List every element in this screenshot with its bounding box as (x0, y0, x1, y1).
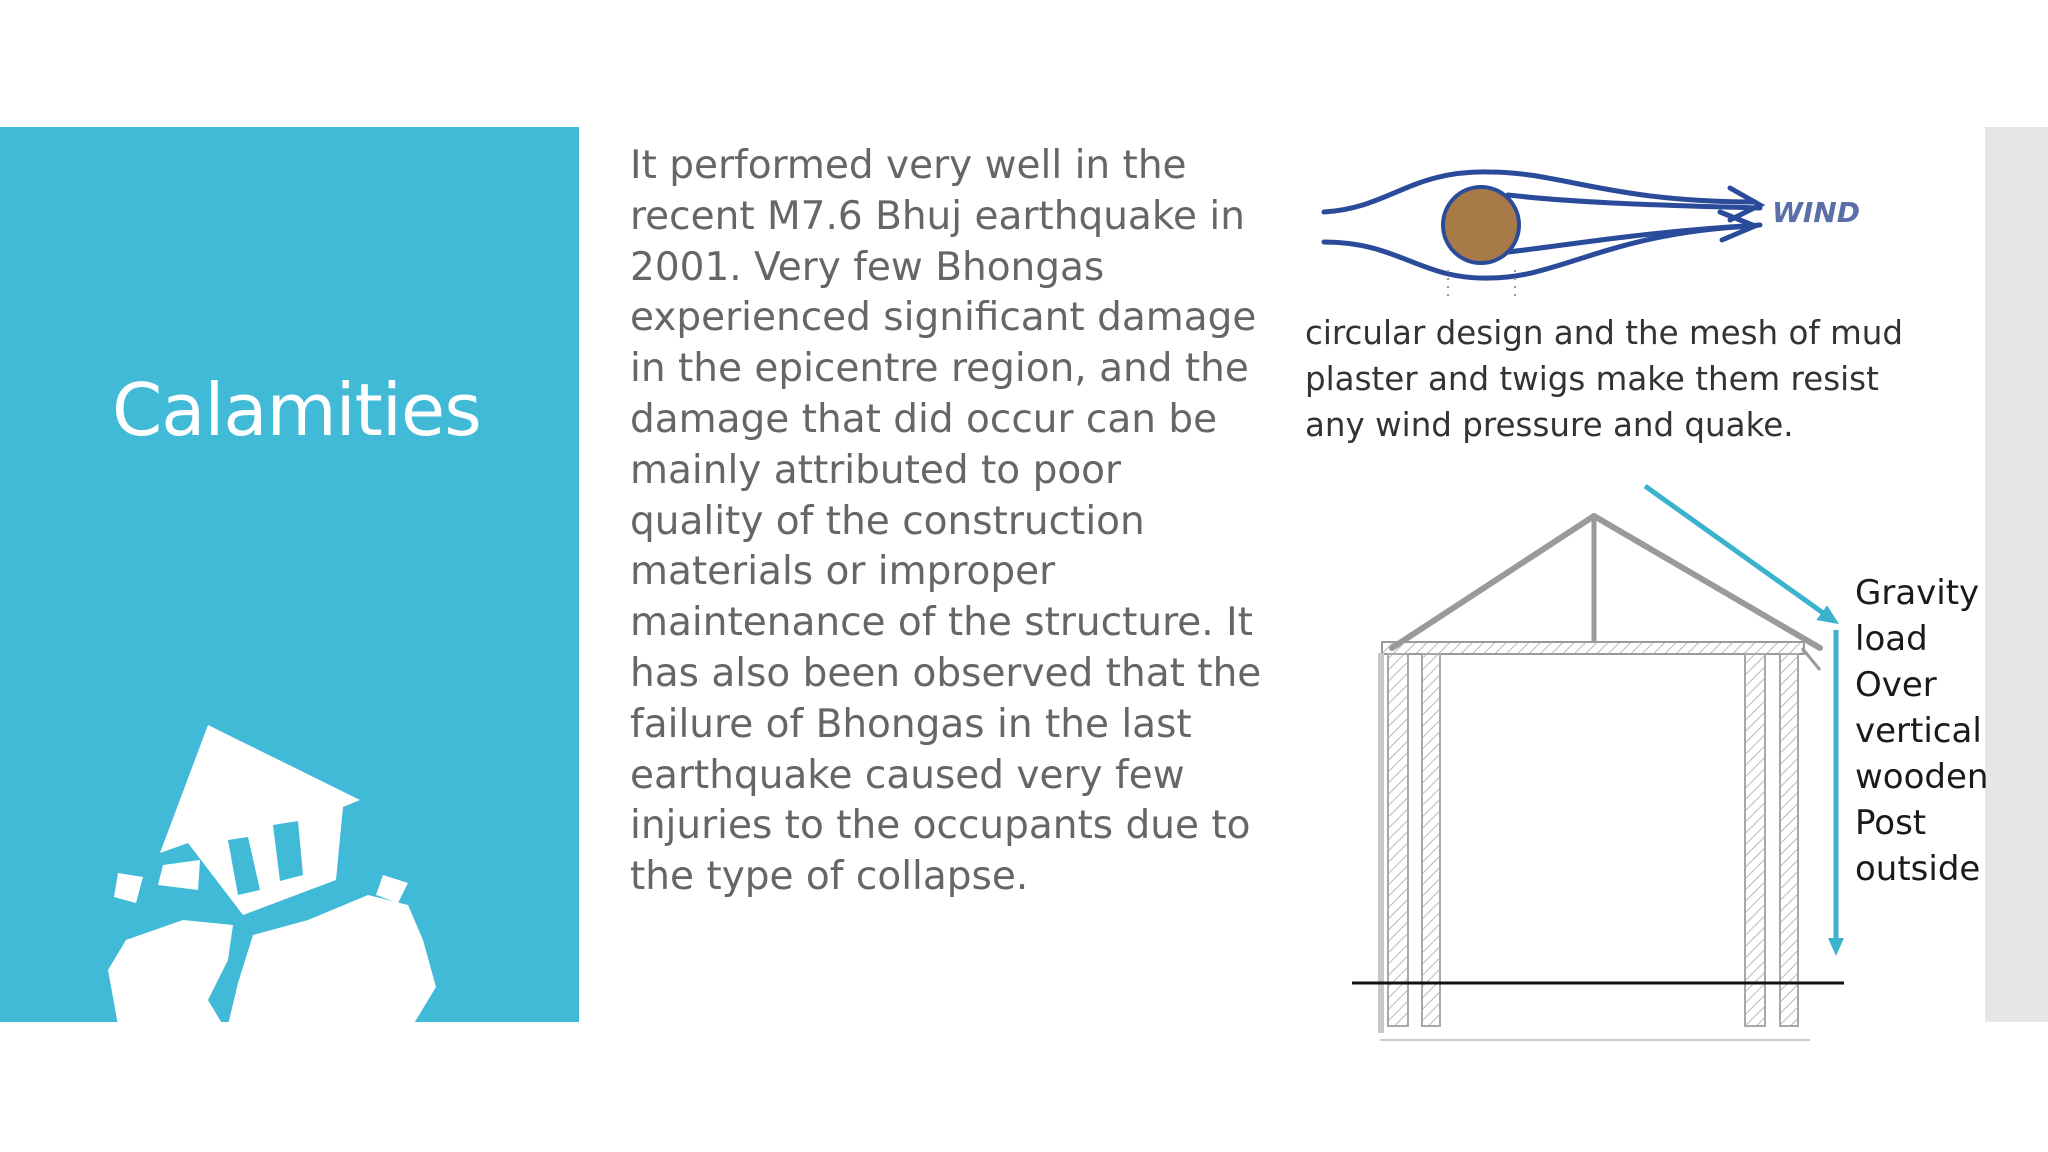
body-line: damage that did occur can be (630, 396, 1218, 442)
gravity-line: load (1855, 619, 1928, 659)
body-line: the type of collapse. (630, 854, 1029, 900)
gravity-line: Post (1855, 803, 1927, 843)
house-section-diagram (1340, 480, 1860, 1060)
body-line: It performed very well in the (630, 143, 1187, 188)
body-line: recent M7.6 Bhuj earthquake in (630, 193, 1245, 239)
body-line: injuries to the occupants due to (630, 803, 1251, 849)
gravity-line: vertical (1855, 711, 1982, 751)
gravity-line: wooden (1855, 757, 1989, 797)
body-line: experienced significant damage (630, 295, 1257, 341)
caption-line: circular design and the mesh of mud (1305, 314, 1903, 352)
slide-title: Calamities (112, 368, 481, 452)
body-line: failure of Bhongas in the last (630, 701, 1192, 747)
body-line: has also been observed that the (630, 650, 1262, 696)
gravity-line: Gravity (1855, 573, 1980, 613)
body-line: in the epicentre region, and the (630, 346, 1249, 392)
body-paragraph (630, 141, 1262, 903)
gravity-load-label (1855, 570, 1988, 892)
body-line: mainly attributed to poor (630, 447, 1122, 493)
body-line: materials or improper (630, 549, 1056, 595)
body-line: earthquake caused very few (630, 752, 1185, 798)
body-line: quality of the construction (630, 498, 1145, 544)
wind-label: WIND (1772, 196, 1860, 229)
caption-line: any wind pressure and quake. (1305, 406, 1794, 444)
caption-line: plaster and twigs make them resist (1305, 360, 1879, 398)
wind-flow-diagram (1310, 150, 1870, 300)
body-line: 2001. Very few Bhongas (630, 244, 1105, 290)
body-line: maintenance of the structure. It (630, 600, 1253, 646)
gravity-line: outside (1855, 849, 1981, 889)
figure-caption (1305, 310, 1903, 448)
gravity-line: Over (1855, 665, 1937, 705)
collapsing-house-icon (108, 725, 448, 1025)
right-edge-strip (1985, 127, 2048, 1022)
